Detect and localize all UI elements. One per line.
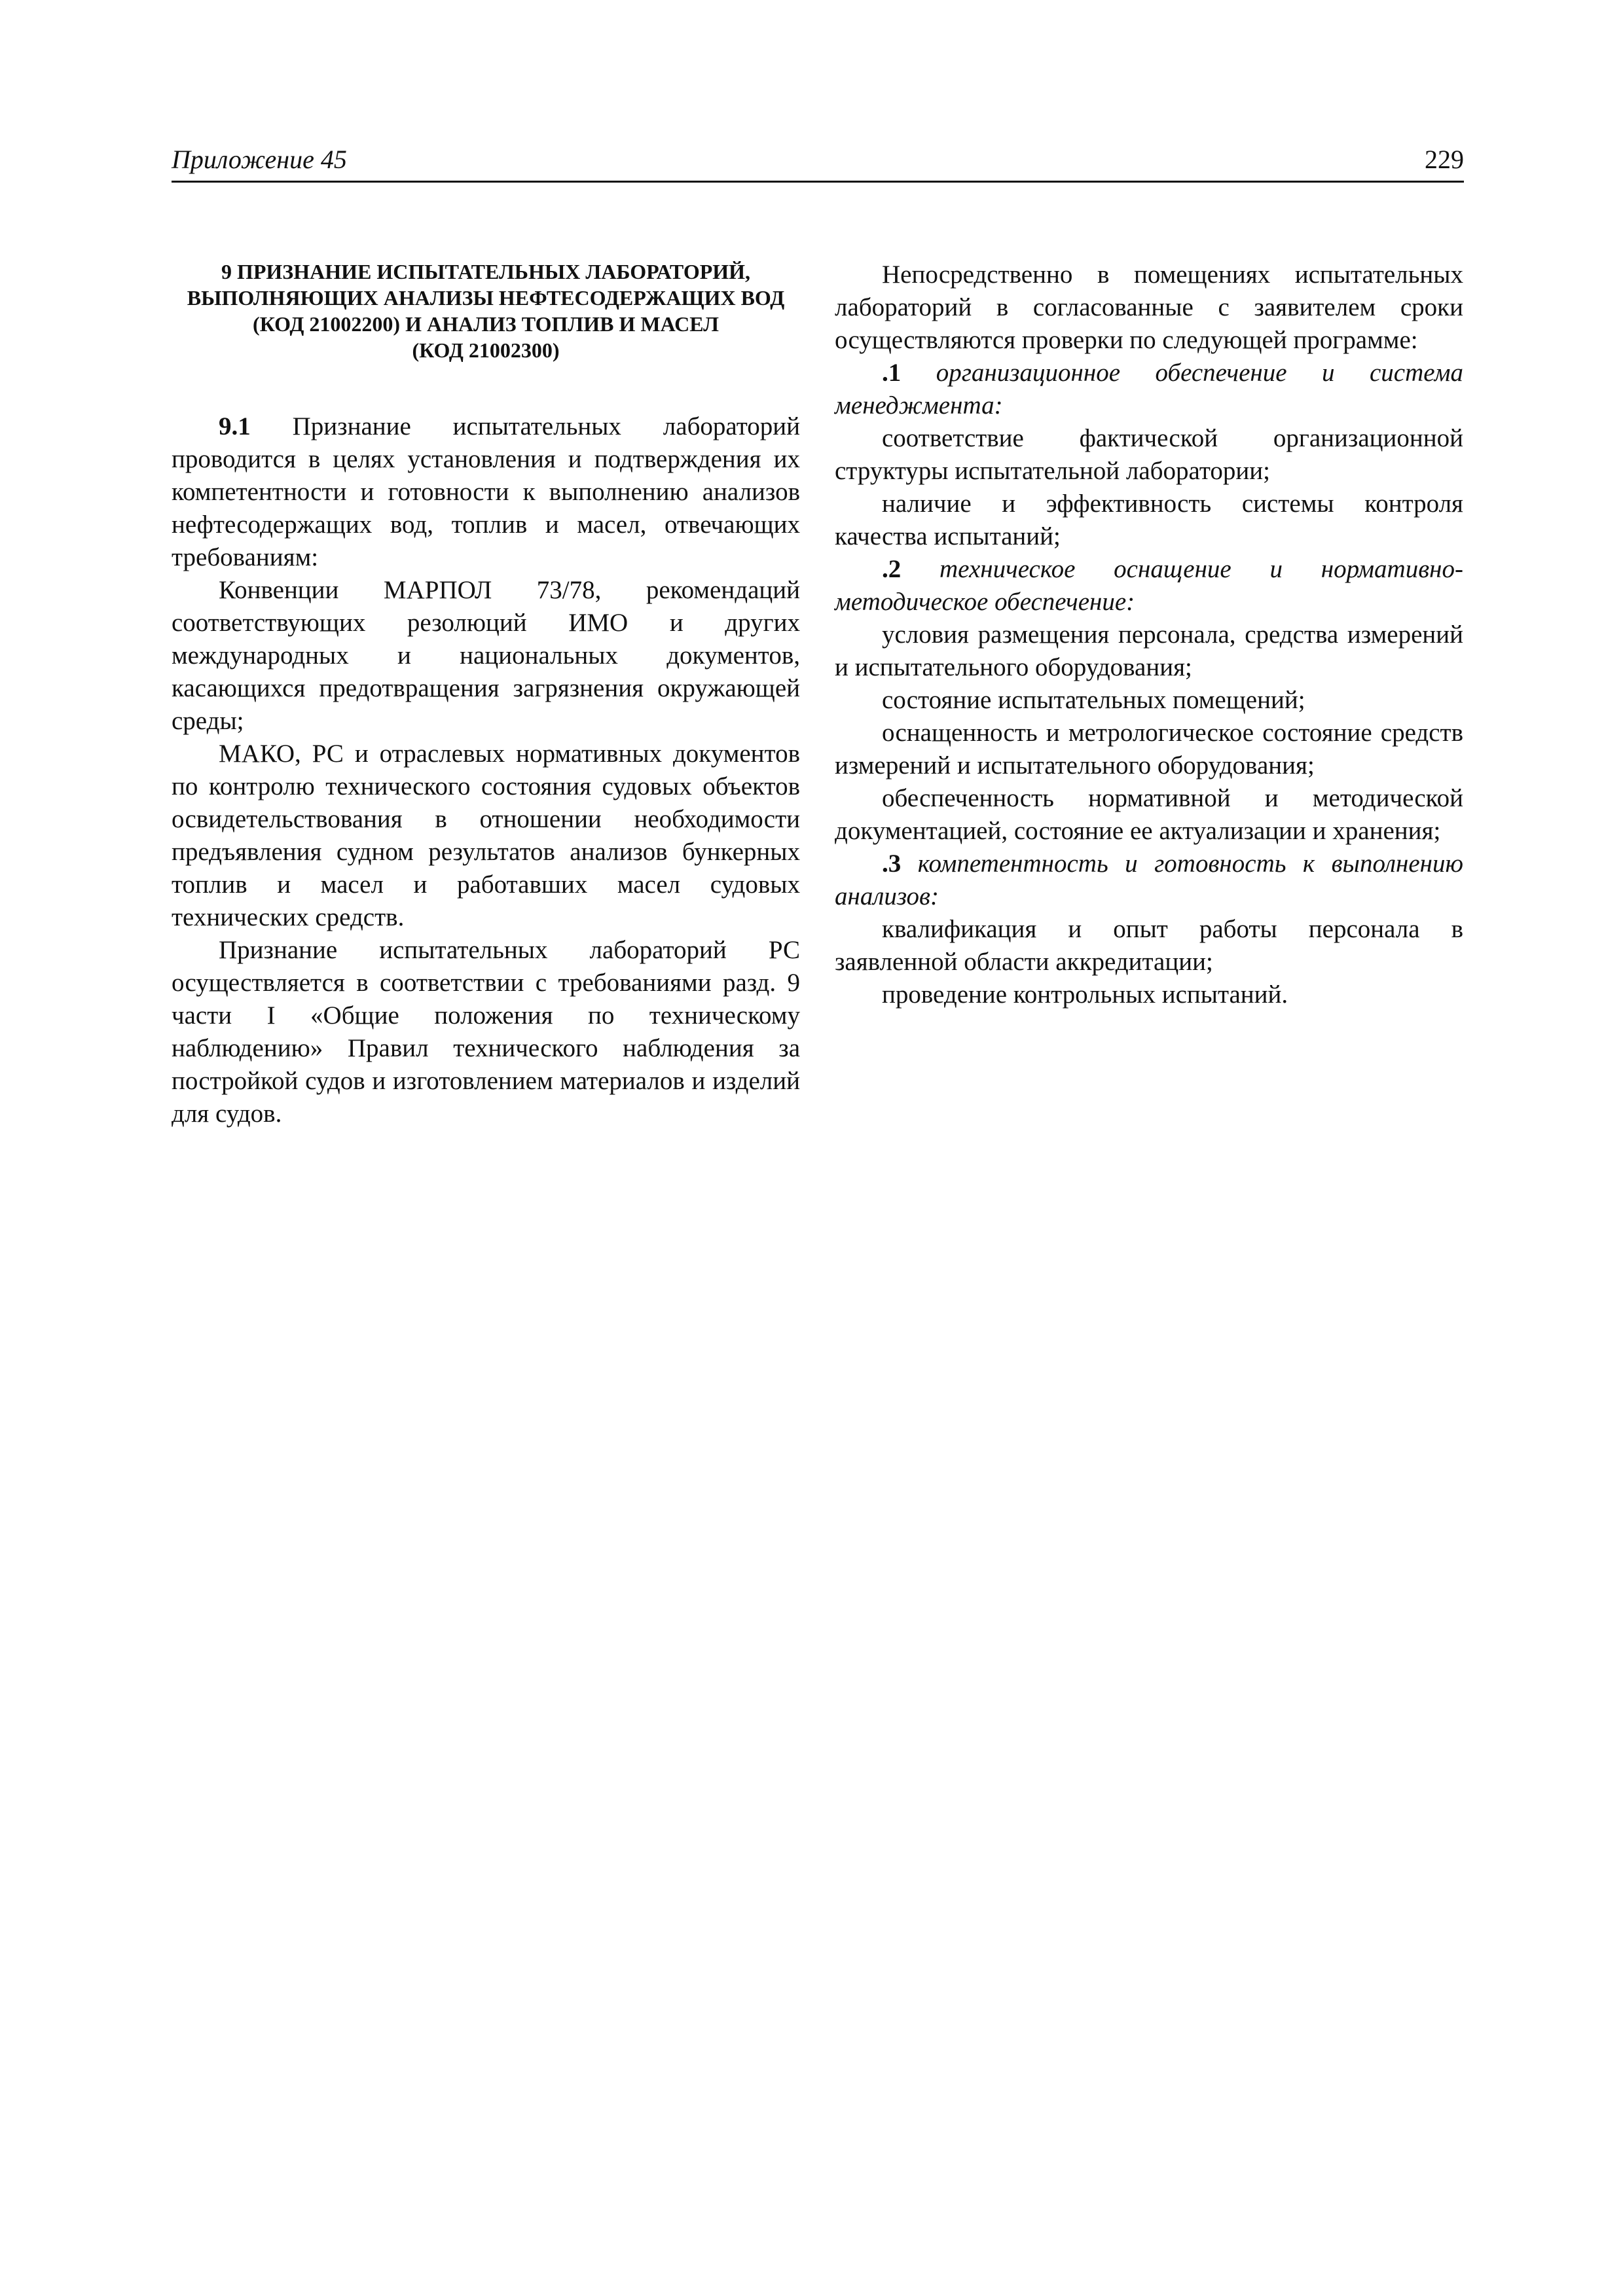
list-item: обеспеченность нормативной и методической документацией, состояние ее актуализации и хранения; xyxy=(835,784,1463,845)
heading-line: ВЫПОЛНЯЮЩИХ АНАЛИЗЫ НЕФТЕСОДЕРЖАЩИХ ВОД xyxy=(187,286,785,310)
list-item: квалификация и опыт работы персонала в заявленной области аккредитации; xyxy=(835,915,1463,976)
subsection-title: техническое оснащение и нормативно-методическое обеспечение: xyxy=(835,555,1463,616)
list-item: проведение контрольных испытаний. xyxy=(882,980,1288,1009)
list-item: оснащенность и метрологическое состояние средств измерений и испытательного оборудования; xyxy=(835,719,1463,780)
paragraph-marpol: Конвенции МАРПОЛ 73/78, рекомендаций соответствующих резолюций ИМО и других международных и национальных документов, касающихся предотвращения загрязнения окружающей среды; xyxy=(172,576,800,735)
subsection-2-title xyxy=(835,553,1463,619)
appendix-label: Приложение 45 xyxy=(172,145,347,174)
list-item: условия размещения персонала, средства измерений и испытательного оборудования; xyxy=(835,620,1463,681)
subsection-title: организационное обеспечение и система менеджмента: xyxy=(835,359,1463,420)
subsection-title: компетентность и готовность к выполнению анализов: xyxy=(835,850,1463,910)
list-item: состояние испытательных помещений; xyxy=(882,686,1305,714)
heading-line: (КОД 21002200) И АНАЛИЗ ТОПЛИВ И МАСЕЛ xyxy=(253,312,719,336)
list-item: наличие и эффективность системы контроля качества испытаний; xyxy=(835,490,1463,550)
subsection-3-title xyxy=(835,848,1463,913)
paragraph-mako: МАКО, РС и отраслевых нормативных документов по контролю технического состояния судовых объектов освидетельствования в отношении необходимости предъявления судном результатов анализов бункерных топлив и масел и работавших масел судовых технических средств. xyxy=(172,740,800,931)
heading-line: (КОД 21002300) xyxy=(412,338,560,362)
subsection-1-title xyxy=(835,357,1463,422)
clause-number: 9.1 xyxy=(219,412,251,440)
clause-number: .3 xyxy=(882,850,902,878)
section-heading xyxy=(172,259,800,363)
running-header xyxy=(172,143,1464,183)
left-column xyxy=(172,259,800,1130)
list-item: соответствие фактической организационной структуры испытательной лаборатории; xyxy=(835,424,1463,485)
paragraph-intro: Непосредственно в помещениях испытательных лабораторий в согласованные с заявителем сроки осуществляются проверки по следующей программе: xyxy=(835,260,1463,354)
right-column xyxy=(835,259,1463,1011)
clause-number: .1 xyxy=(882,359,902,387)
paragraph-recognition: Признание испытательных лабораторий РС осуществляется в соответствии с требованиями разд. 9 части I «Общие положения по техническому наблюдению» Правил технического наблюдения за постройкой судов и изготовлением материалов и изделий для судов. xyxy=(172,936,800,1128)
clause-number: .2 xyxy=(882,555,902,583)
paragraph-text: Признание испытательных лабораторий проводится в целях установления и подтверждения их компетентности и готовности к выполнению анализов нефтесодержащих вод, топлив и масел, отвечающих требованиям: xyxy=(172,412,800,571)
paragraph-9-1 xyxy=(172,410,800,574)
heading-line: 9 ПРИЗНАНИЕ ИСПЫТАТЕЛЬНЫХ ЛАБОРАТОРИЙ, xyxy=(221,260,751,283)
page-number: 229 xyxy=(1425,145,1464,174)
